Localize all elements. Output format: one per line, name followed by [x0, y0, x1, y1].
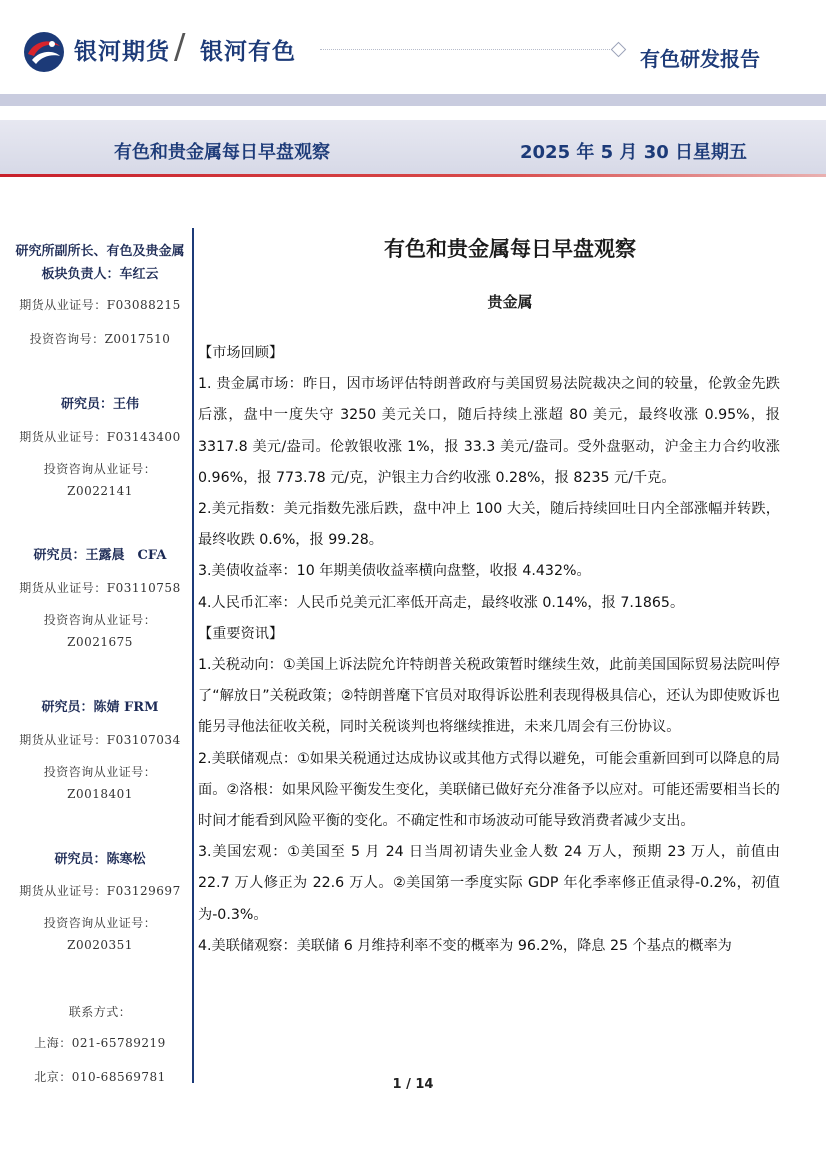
- paragraph: 1. 贵金属市场：昨日，因市场评估特朗普政府与美国贸易法院裁决之间的较量，伦敦金先跌后涨，盘中一度失守 3250 美元关口，随后持续上涨超 80 美元，最终收涨 0.95%，报 3317.8 美元/盎司。伦敦银收涨 1%，报 33.3 美元/盎司。受外盘驱动，沪金主力合约收涨 0.96%，报 773.78 元/克，沪银主力合约收涨 0.28%，报 8235 元/千克。: [198, 376, 780, 486]
- head-researcher-license: 期货从业证号：F03088215: [19, 298, 181, 312]
- analyst-consult-no: Z0018401: [67, 787, 133, 801]
- paragraph: 3.美债收益率：10 年期美债收益率横向盘整，收报 4.432%。: [198, 563, 591, 580]
- division-name: 银河有色: [200, 39, 296, 65]
- contact-beijing: 北京：010-68569781: [34, 1070, 166, 1084]
- header-band-top: [0, 94, 826, 106]
- brand-separator: /: [174, 27, 186, 67]
- head-researcher-title: 研究所副所长、有色及贵金属板块负责人：车红云: [15, 244, 185, 282]
- analyst-title: 研究员：王露晨 CFA: [33, 548, 167, 563]
- section-heading: 【重要资讯】: [198, 625, 284, 642]
- analyst-consult-label: 投资咨询从业证号：: [43, 765, 157, 779]
- analyst-consult-label: 投资咨询从业证号：: [43, 462, 157, 476]
- analyst-title: 研究员：陈婧 FRM: [41, 700, 159, 715]
- document-title: 有色和贵金属每日早盘观察: [384, 237, 636, 261]
- galaxy-logo-icon: [22, 30, 66, 74]
- report-date: 2025 年 5 月 30 日星期五: [520, 142, 748, 163]
- paragraph: 3.美国宏观：①美国至 5 月 24 日当周初请失业金人数 24 万人，预期 23 万人，前值由 22.7 万人修正为 22.6 万人。②美国第一季度实际 GDP 年化季率修正值录得-0.2%，初值为-0.3%。: [198, 844, 780, 923]
- sidebar-divider: [192, 228, 194, 1083]
- paragraph: 4.美联储观察：美联储 6 月维持利率不变的概率为 96.2%，降息 25 个基点的概率为: [198, 937, 732, 954]
- brand-name: 银河期货: [74, 39, 170, 65]
- analyst-consult-label: 投资咨询从业证号：: [43, 916, 157, 930]
- report-header: [0, 0, 826, 178]
- head-researcher-consult: 投资咨询号：Z0017510: [29, 332, 171, 346]
- section-heading: 【市场回顾】: [198, 345, 284, 361]
- paragraph: 1.关税动向：①美国上诉法院允许特朗普关税政策暂时继续生效，此前美国国际贸易法院叫停了“解放日”关税政策；②特朗普麾下官员对取得诉讼胜利表现得极具信心，还认为即使败诉也能另寻他法征收关税，同时关税谈判也将继续推进，未来几周会有三份协议。: [198, 657, 780, 736]
- paragraph: 2.美联储观点：①如果关税通过达成协议或其他方式得以避免，可能会重新回到可以降息的局面。②洛根：如果风险平衡发生变化，美联储已做好充分准备予以应对。可能还需要相当长的时间才能看到风险平衡的变化。不确定性和市场波动可能导致消费者减少支出。: [198, 750, 780, 830]
- header-band-gap: [0, 106, 826, 120]
- analyst-consult-label: 投资咨询从业证号：: [43, 613, 157, 627]
- analyst-license: 期货从业证号：F03129697: [19, 884, 181, 898]
- page-number: 1 / 14: [392, 1077, 434, 1092]
- analyst-license: 期货从业证号：F03143400: [19, 430, 181, 444]
- analyst-consult-no: Z0021675: [67, 635, 133, 649]
- header-dotted-line: [320, 49, 620, 50]
- analyst-license: 期货从业证号：F03110758: [19, 581, 181, 595]
- analyst-license: 期货从业证号：F03107034: [19, 733, 181, 747]
- analyst-title: 研究员：陈寒松: [54, 852, 146, 867]
- analyst-title: 研究员：王伟: [60, 397, 139, 412]
- contact-label: 联系方式：: [68, 1005, 132, 1019]
- analyst-consult-no: Z0022141: [67, 484, 133, 498]
- section-subtitle: 贵金属: [487, 293, 533, 311]
- report-type: 有色研发报告: [640, 47, 760, 71]
- band-title: 有色和贵金属每日早盘观察: [114, 142, 330, 163]
- diamond-icon: [611, 42, 627, 58]
- paragraph: 4.人民币汇率：人民币兑美元汇率低开高走，最终收涨 0.14%，报 7.1865。: [198, 594, 685, 611]
- header-red-rule: [0, 174, 826, 177]
- paragraph: 2.美元指数：美元指数先涨后跌，盘中冲上 100 大关，随后持续回吐日内全部涨幅并转跌，最终收跌 0.6%，报 99.28。: [198, 501, 780, 549]
- contact-shanghai: 上海：021-65789219: [34, 1036, 166, 1050]
- report-body: [198, 338, 780, 962]
- analyst-consult-no: Z0020351: [67, 938, 133, 952]
